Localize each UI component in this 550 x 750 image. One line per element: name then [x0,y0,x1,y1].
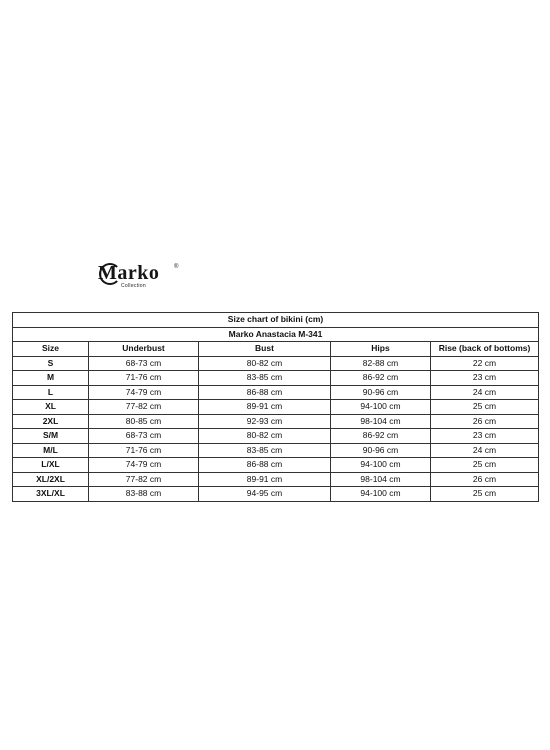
logo-subtitle: Collection [121,283,146,289]
hips-cell: 90-96 cm [331,385,431,400]
size-cell: S/M [13,429,89,444]
bust-cell: 80-82 cm [199,429,331,444]
hips-cell: 86-92 cm [331,371,431,386]
hips-cell: 94-100 cm [331,458,431,473]
hips-cell: 94-100 cm [331,400,431,415]
table-title: Size chart of bikini (cm) [13,313,539,328]
bust-cell: 92-93 cm [199,414,331,429]
size-cell: L [13,385,89,400]
underbust-cell: 68-73 cm [89,429,199,444]
rise-cell: 26 cm [431,472,539,487]
hips-cell: 98-104 cm [331,414,431,429]
table-row [13,385,539,400]
table-row [13,400,539,415]
registered-mark: ® [174,264,179,270]
bust-cell: 86-88 cm [199,458,331,473]
column-header-hips: Hips [331,342,431,357]
table-row [13,371,539,386]
bust-cell: 89-91 cm [199,472,331,487]
table-row [13,443,539,458]
logo-wordmark: Marko [98,262,160,284]
table-subtitle-row [13,327,539,342]
table-row [13,458,539,473]
size-cell: S [13,356,89,371]
table-row [13,487,539,502]
table-header-row [13,342,539,357]
table-subtitle: Marko Anastacia M-341 [13,327,539,342]
underbust-cell: 68-73 cm [89,356,199,371]
underbust-cell: 83-88 cm [89,487,199,502]
underbust-cell: 77-82 cm [89,472,199,487]
size-chart-table [12,312,539,502]
table-row [13,414,539,429]
rise-cell: 25 cm [431,487,539,502]
hips-cell: 94-100 cm [331,487,431,502]
hips-cell: 98-104 cm [331,472,431,487]
bust-cell: 86-88 cm [199,385,331,400]
underbust-cell: 77-82 cm [89,400,199,415]
size-cell: 3XL/XL [13,487,89,502]
rise-cell: 25 cm [431,400,539,415]
bust-cell: 83-85 cm [199,371,331,386]
underbust-cell: 74-79 cm [89,458,199,473]
size-cell: 2XL [13,414,89,429]
size-cell: XL/2XL [13,472,89,487]
rise-cell: 26 cm [431,414,539,429]
bust-cell: 89-91 cm [199,400,331,415]
underbust-cell: 71-76 cm [89,371,199,386]
rise-cell: 25 cm [431,458,539,473]
table-row [13,356,539,371]
bust-cell: 94-95 cm [199,487,331,502]
brand-logo [98,262,180,294]
bust-cell: 83-85 cm [199,443,331,458]
bust-cell: 80-82 cm [199,356,331,371]
size-cell: M [13,371,89,386]
rise-cell: 24 cm [431,443,539,458]
size-cell: XL [13,400,89,415]
table-row [13,472,539,487]
table-row [13,429,539,444]
column-header-underbust: Underbust [89,342,199,357]
rise-cell: 23 cm [431,371,539,386]
underbust-cell: 74-79 cm [89,385,199,400]
rise-cell: 23 cm [431,429,539,444]
rise-cell: 24 cm [431,385,539,400]
underbust-cell: 80-85 cm [89,414,199,429]
column-header-bust: Bust [199,342,331,357]
underbust-cell: 71-76 cm [89,443,199,458]
size-cell: L/XL [13,458,89,473]
column-header-size: Size [13,342,89,357]
column-header-rise: Rise (back of bottoms) [431,342,539,357]
rise-cell: 22 cm [431,356,539,371]
hips-cell: 82-88 cm [331,356,431,371]
table-title-row [13,313,539,328]
hips-cell: 86-92 cm [331,429,431,444]
size-cell: M/L [13,443,89,458]
hips-cell: 90-96 cm [331,443,431,458]
